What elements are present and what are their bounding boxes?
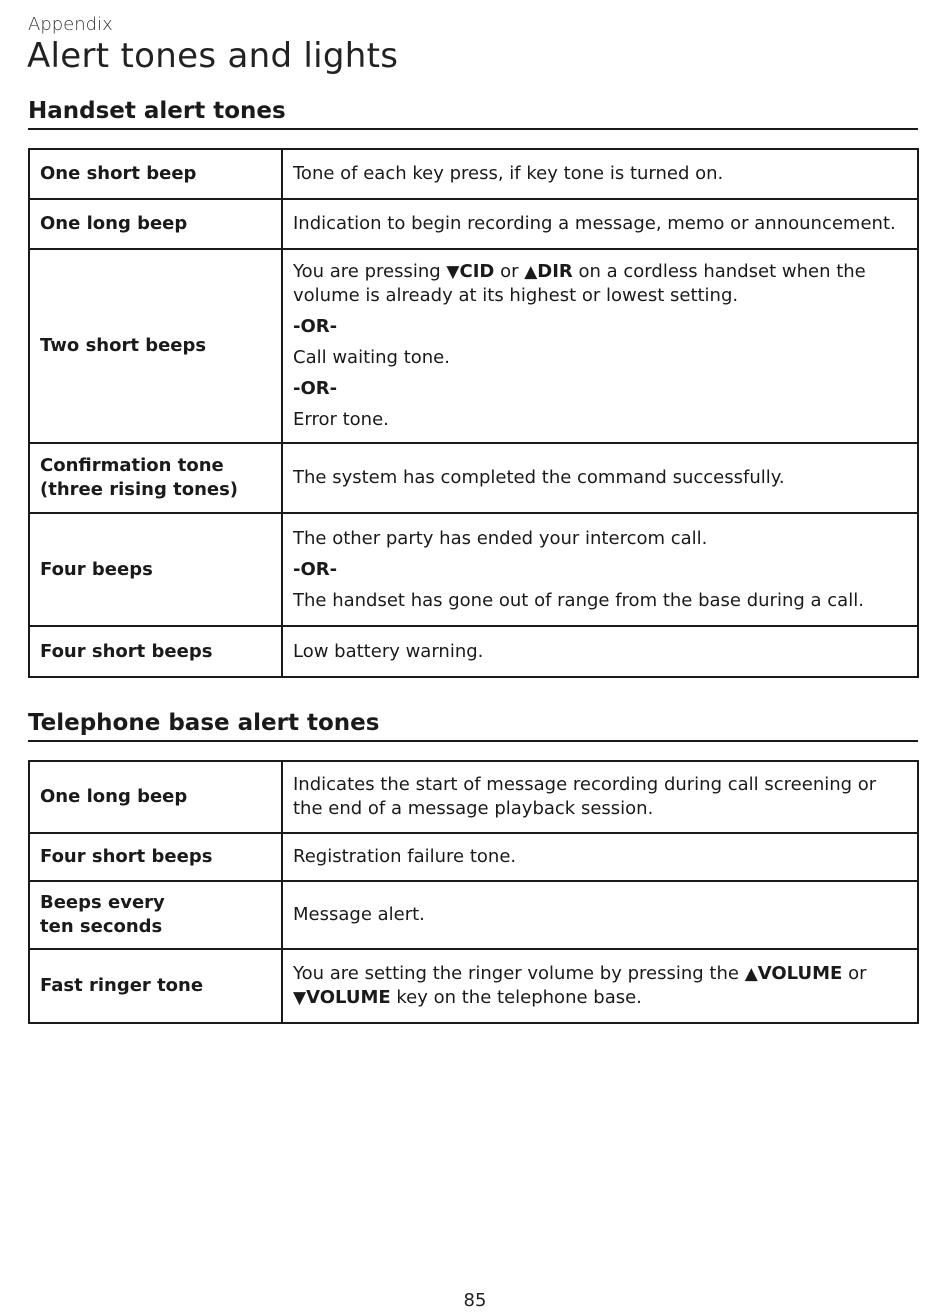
base-heading: Telephone base alert tones bbox=[28, 710, 918, 742]
description-text: You are setting the ringer volume by pressing the bbox=[293, 963, 745, 984]
tone-label-line: Confirmation tone bbox=[40, 455, 224, 476]
down-triangle-icon: ▼ bbox=[446, 262, 460, 282]
page-number: 85 bbox=[463, 1290, 487, 1311]
table-row bbox=[29, 513, 918, 626]
handset-table bbox=[28, 148, 919, 678]
tone-label: Fast ringer tone bbox=[29, 949, 282, 1023]
handset-heading: Handset alert tones bbox=[28, 98, 918, 130]
tone-label bbox=[29, 881, 282, 949]
tone-description: Low battery warning. bbox=[282, 626, 918, 677]
tone-label-line: ten seconds bbox=[40, 916, 163, 937]
table-row bbox=[29, 249, 918, 443]
dir-key: DIR bbox=[537, 261, 573, 282]
base-table bbox=[28, 760, 919, 1024]
page-title: Alert tones and lights bbox=[27, 36, 399, 76]
table-row bbox=[29, 149, 918, 199]
tone-label: Two short beeps bbox=[29, 249, 282, 443]
cid-key: CID bbox=[459, 261, 495, 282]
down-triangle-icon: ▼ bbox=[293, 988, 307, 1008]
up-triangle-icon: ▲ bbox=[744, 964, 758, 984]
description-paragraph: The other party has ended your intercom call. bbox=[293, 527, 708, 549]
tone-label: One long beep bbox=[29, 199, 282, 249]
description-text: You are pressing bbox=[293, 261, 447, 282]
tone-description bbox=[282, 249, 918, 443]
tone-description: Indication to begin recording a message, memo or announcement. bbox=[282, 199, 918, 249]
or-separator: -OR- bbox=[293, 558, 338, 580]
description-paragraph: The handset has gone out of range from the base during a call. bbox=[293, 589, 864, 611]
table-row bbox=[29, 833, 918, 881]
tone-label bbox=[29, 443, 282, 513]
volume-up-key: VOLUME bbox=[757, 963, 843, 984]
tone-description bbox=[282, 949, 918, 1023]
table-row bbox=[29, 761, 918, 833]
volume-down-key: VOLUME bbox=[306, 987, 391, 1008]
tone-description: Registration failure tone. bbox=[282, 833, 918, 881]
table-row bbox=[29, 949, 918, 1023]
tone-label: Four short beeps bbox=[29, 833, 282, 881]
up-triangle-icon: ▲ bbox=[524, 262, 538, 282]
tone-label: Four beeps bbox=[29, 513, 282, 626]
tone-label: Four short beeps bbox=[29, 626, 282, 677]
tone-description: Indicates the start of message recording during call screening or the end of a message playback session. bbox=[282, 761, 918, 833]
table-row bbox=[29, 626, 918, 677]
description-text: or bbox=[494, 261, 525, 282]
tone-description bbox=[282, 513, 918, 626]
or-separator: -OR- bbox=[293, 316, 338, 337]
tone-description: Tone of each key press, if key tone is turned on. bbox=[282, 149, 918, 199]
description-paragraph: Error tone. bbox=[293, 409, 389, 430]
description-text: on a cordless handset when the volume is already at its highest or lowest setting. bbox=[293, 261, 866, 306]
table-row bbox=[29, 881, 918, 949]
tone-label: One long beep bbox=[29, 761, 282, 833]
tone-description: The system has completed the command successfully. bbox=[282, 443, 918, 513]
or-separator: -OR- bbox=[293, 378, 338, 399]
description-paragraph bbox=[293, 260, 907, 308]
table-row bbox=[29, 443, 918, 513]
tone-label-line: (three rising tones) bbox=[40, 479, 239, 500]
tone-label-line: Beeps every bbox=[40, 892, 165, 913]
description-paragraph bbox=[293, 962, 907, 1010]
table-row bbox=[29, 199, 918, 249]
description-text: or bbox=[842, 963, 867, 984]
tone-description: Message alert. bbox=[282, 881, 918, 949]
description-text: key on the telephone base. bbox=[390, 987, 642, 1008]
description-paragraph: Call waiting tone. bbox=[293, 347, 450, 368]
tone-label: One short beep bbox=[29, 149, 282, 199]
section-label: Appendix bbox=[28, 14, 113, 35]
